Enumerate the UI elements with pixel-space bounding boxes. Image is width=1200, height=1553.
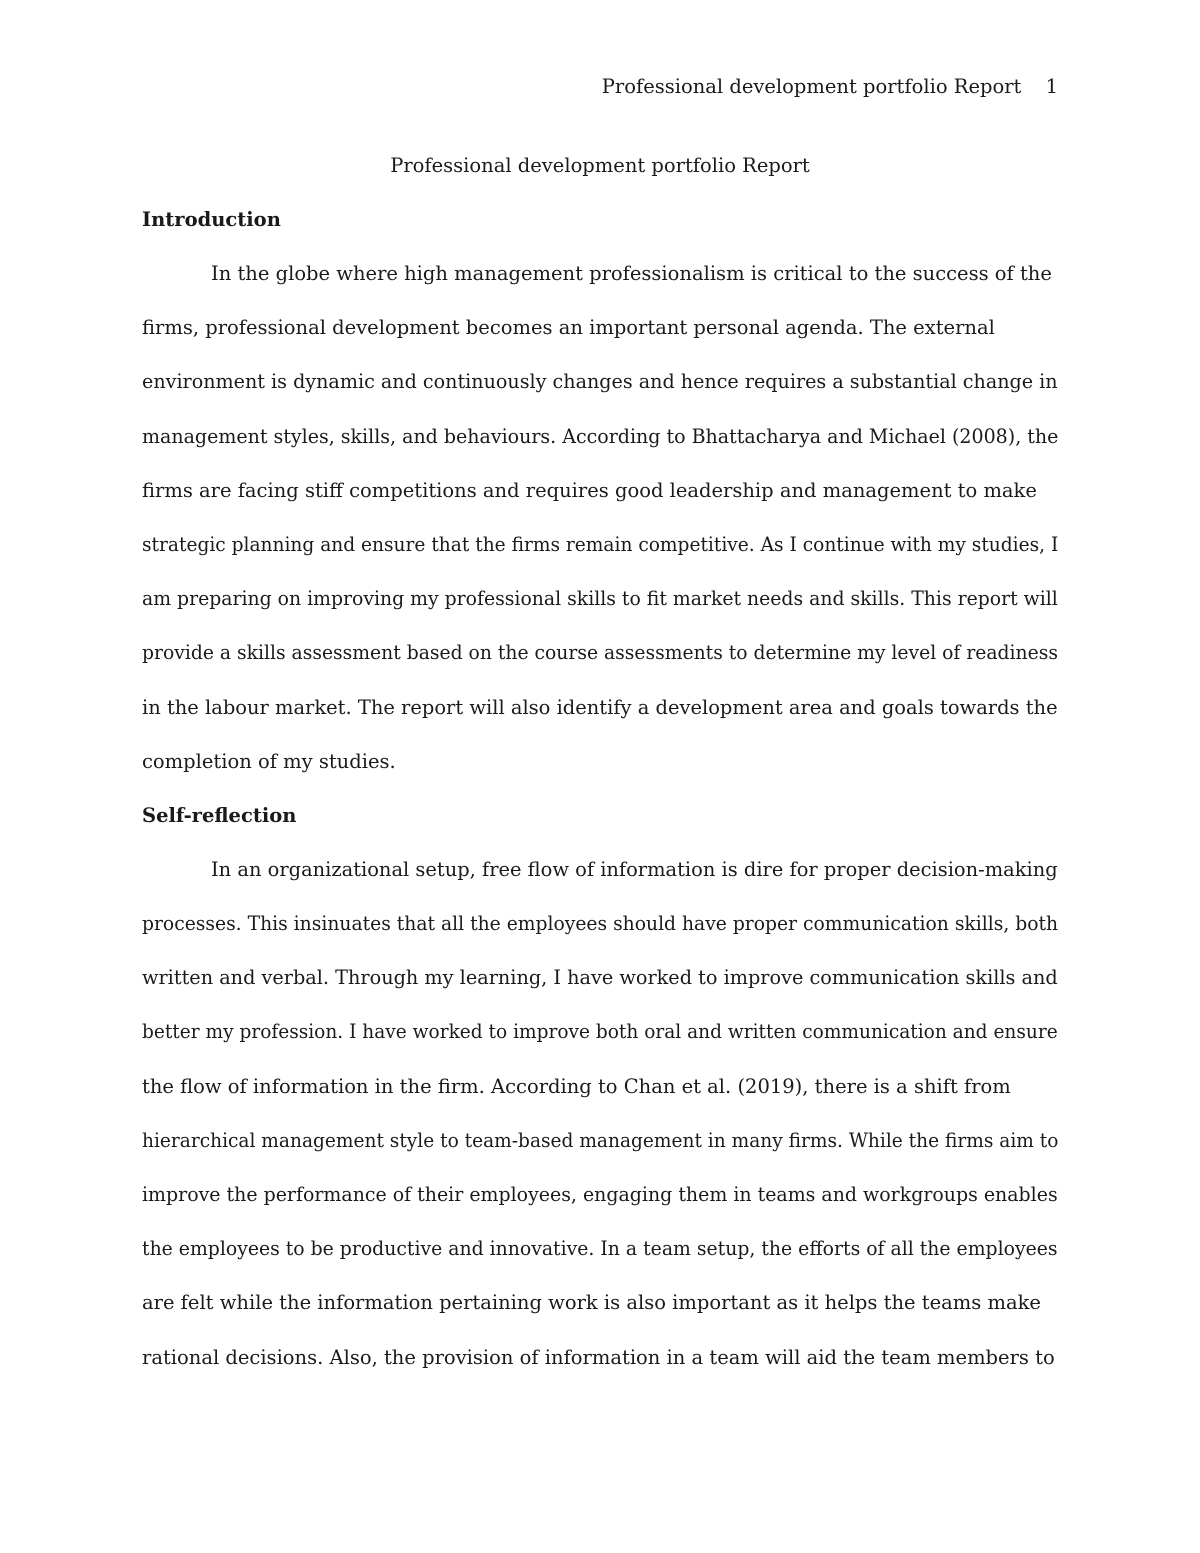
document-title: Professional development portfolio Report — [390, 154, 810, 177]
paragraph-line: written and verbal. Through my learning, I have worked to improve communication skills and — [142, 966, 1058, 990]
document-body — [142, 148, 1058, 1394]
paragraph-line: In the globe where high management professionalism is critical to the success of the — [211, 262, 1052, 285]
running-header-title: Professional development portfolio Report — [601, 75, 1022, 98]
paragraph-line: firms, professional development becomes an important personal agenda. The external — [142, 316, 995, 340]
paragraph-line: management styles, skills, and behaviours. According to Bhattacharya and Michael (2008), the — [142, 424, 1059, 448]
paragraph-line: better my profession. I have worked to improve both oral and written communication and ensure — [142, 1020, 1058, 1044]
paragraph-line: am preparing on improving my professional skills to fit market needs and skills. This report will — [142, 587, 1058, 611]
paragraph-line: rational decisions. Also, the provision of information in a team will aid the team members to — [142, 1345, 1055, 1369]
paragraph-line: completion of my studies. — [142, 749, 396, 773]
paragraph-line: processes. This insinuates that all the employees should have proper communication skills, both — [142, 912, 1059, 936]
paragraph-line: hierarchical management style to team-based management in many firms. While the firms aim to — [142, 1128, 1059, 1152]
running-header — [602, 74, 1058, 100]
paragraph-line: provide a skills assessment based on the course assessments to determine my level of readiness — [142, 641, 1058, 665]
paragraph-line: in the labour market. The report will also identify a development area and goals towards the — [142, 695, 1058, 719]
paragraph-line: In an organizational setup, free flow of information is dire for proper decision-making — [211, 857, 1058, 881]
paragraph-line: are felt while the information pertaining work is also important as it helps the teams make — [142, 1291, 1041, 1315]
page-number: 1 — [1045, 75, 1058, 98]
paragraph-line: the flow of information in the firm. According to Chan et al. (2019), there is a shift from — [142, 1074, 1011, 1098]
paragraph-line: strategic planning and ensure that the firms remain competitive. As I continue with my studies, I — [142, 532, 1059, 556]
paragraph-line: firms are facing stiff competitions and requires good leadership and management to make — [142, 478, 1037, 502]
section-heading-introduction: Introduction — [142, 208, 281, 231]
paragraph-line: environment is dynamic and continuously changes and hence requires a substantial change in — [142, 370, 1058, 394]
paragraph-line: improve the performance of their employees, engaging them in teams and workgroups enables — [142, 1183, 1058, 1206]
section-heading-self-reflection: Self-reflection — [142, 803, 297, 827]
paragraph-line: the employees to be productive and innovative. In a team setup, the efforts of all the employees — [142, 1237, 1058, 1261]
